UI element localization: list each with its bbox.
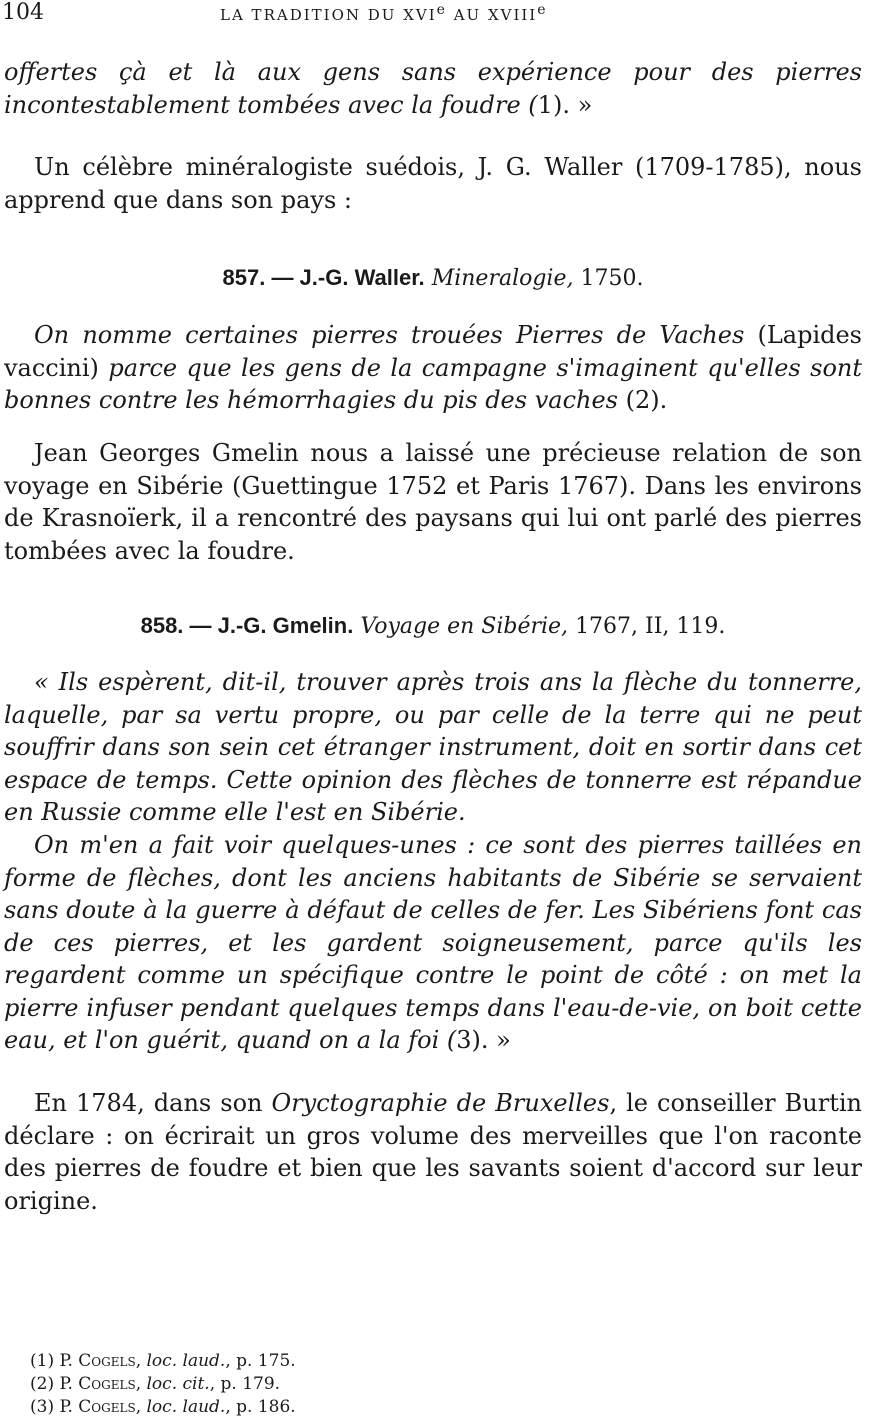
- footnote-3: (3) P. Cogels, loc. laud., p. 186.: [30, 1397, 296, 1417]
- paragraph-gmelin-quote-1: « Ils espèrent, dit-il, trouver après trois ans la flèche du tonnerre, laquelle, par sa vertu propre, ou par celle de la terre qui ne peut souffrir dans son sein cet étranger instrument, doit en sortir dans cet espace de temps. Cette opinion des flèches de tonnerre est répandue en Russie comme elle l'est en Sibérie.: [4, 668, 862, 826]
- page-number: 104: [2, 0, 44, 25]
- paragraph-pierres-vaches: On nomme certaines pierres trouées Pierres de Vaches (Lapides vaccini) parce que les gens de la campagne s'imaginent qu'elles sont bonnes contre les hémorrhagies du pis des vaches (2).: [4, 321, 862, 414]
- entry-858-heading: 858. — J.-G. Gmelin. Voyage en Sibérie, 1767, II, 119.: [140, 613, 726, 639]
- page-body: [4, 56, 862, 1217]
- paragraph-gmelin-quote-2: On m'en a fait voir quelques-unes : ce sont des pierres taillées en forme de flèches, dont les anciens habitants de Sibérie se servaient sans doute à la guerre à défaut de celles de fer. Les Sibériens font cas de ces pierres, et les gardent soigneusement, parce qu'ils les regardent comme un spécifique contre le point de côté : on met la pierre infuser pendant quelques temps dans l'eau-de-vie, on boit cette eau, et l'on guérit, quand on a la foi (3). »: [4, 831, 862, 1054]
- footnote-1: (1) P. Cogels, loc. laud., p. 175.: [30, 1351, 296, 1371]
- paragraph-waller-intro: Un célèbre minéralogiste suédois, J. G. Waller (1709-1785), nous apprend que dans son pays :: [4, 153, 862, 214]
- paragraph-burtin: En 1784, dans son Oryctographie de Bruxelles, le conseiller Burtin déclare : on écrirait un gros volume des merveilles que l'on raconte des pierres de foudre et bien que les savants soient d'accord sur leur origine.: [4, 1089, 863, 1215]
- footnote-2: (2) P. Cogels, loc. cit., p. 179.: [30, 1374, 281, 1394]
- paragraph-quote-end: offertes çà et là aux gens sans expérience pour des pierres incontestablement tombées avec la foudre (1). »: [4, 58, 862, 119]
- page-header: [0, 0, 870, 30]
- entry-857-heading: 857. — J.-G. Waller. Mineralogie, 1750.: [222, 265, 644, 291]
- paragraph-gmelin-intro: Jean Georges Gmelin nous a laissé une précieuse relation de son voyage en Sibérie (Guettingue 1752 et Paris 1767). Dans les environs de Krasnoïerk, il a rencontré des paysans qui lui ont parlé des pierres tombées avec la foudre.: [4, 439, 862, 565]
- footnotes: [30, 1350, 296, 1419]
- running-title: LA TRADITION DU XVIe AU XVIIIe: [220, 2, 548, 24]
